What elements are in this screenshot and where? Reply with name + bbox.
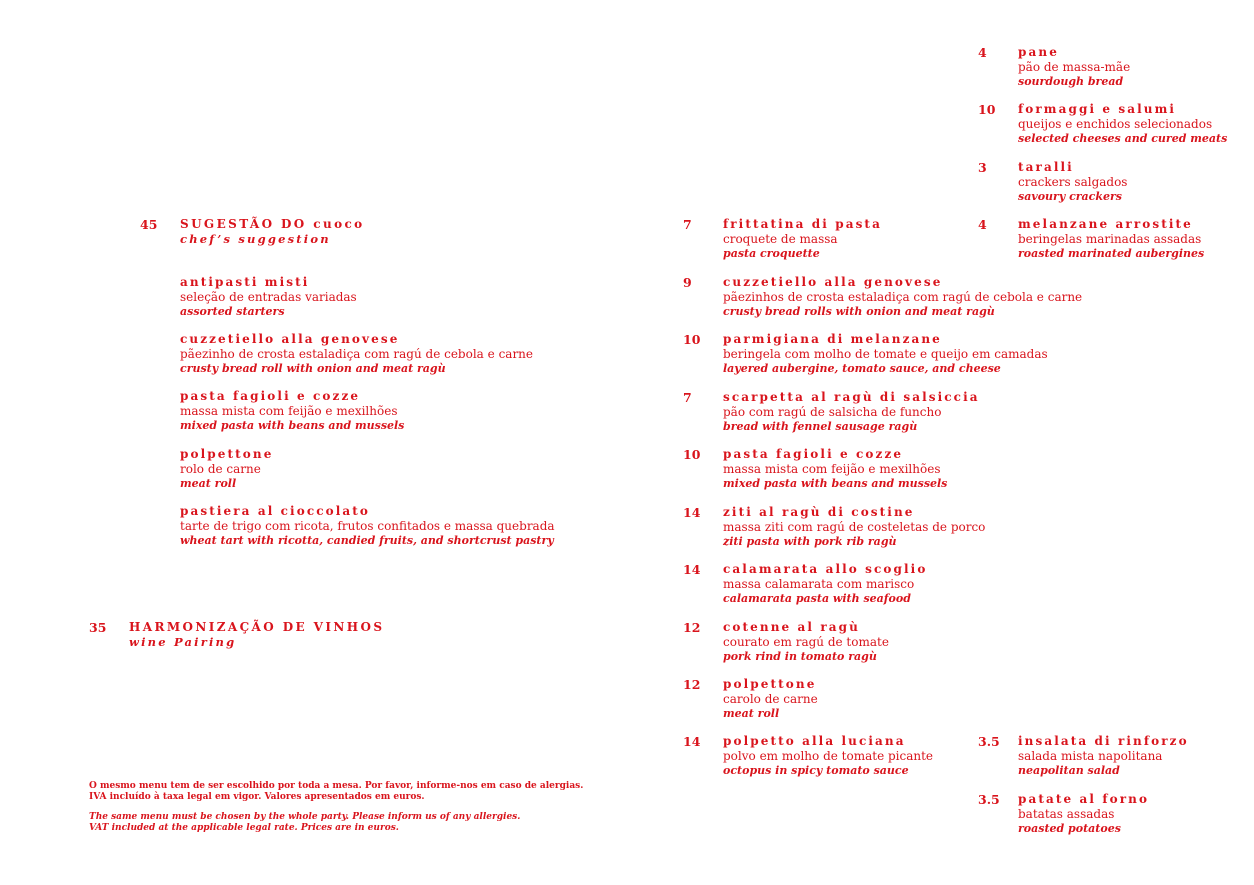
dish-description-pt: salada mista napolitana	[1018, 749, 1163, 763]
dish-description-en: ziti pasta with pork rib ragù	[723, 534, 897, 548]
notice-pt-line: O mesmo menu tem de ser escolhido por toda a mesa. Por favor, informe-nos em caso de alergias.	[89, 781, 584, 791]
menu-item-price: 10	[683, 447, 701, 462]
menu-item-price: 4	[978, 45, 987, 60]
wine-pairing-title: HARMONIZAÇÃO DE VINHOS	[129, 620, 385, 634]
chef-suggestion-subtitle: chef’s suggestion	[180, 232, 331, 246]
dish-name: parmigiana di melanzane	[723, 332, 942, 346]
dish-name: taralli	[1018, 160, 1074, 174]
dish-description-en: assorted starters	[180, 304, 285, 318]
wine-pairing-price: 35	[89, 620, 107, 635]
dish-name: melanzane arrostite	[1018, 217, 1193, 231]
dish-description-pt: batatas assadas	[1018, 807, 1115, 821]
dish-name: pastiera al cioccolato	[180, 504, 371, 518]
dish-name: cuzzetiello alla genovese	[723, 275, 943, 289]
menu-item-price: 3.5	[978, 792, 1000, 807]
dish-name: calamarata allo scoglio	[723, 562, 928, 576]
notice-en-line: VAT included at the applicable legal rate. Prices are in euros.	[89, 822, 399, 833]
menu-item-price: 7	[683, 390, 692, 405]
menu-notice	[89, 781, 583, 833]
wine-pairing-subtitle: wine Pairing	[129, 635, 237, 649]
menu-item-price: 3	[978, 160, 987, 175]
dish-description-pt: courato em ragú de tomate	[723, 635, 889, 649]
dish-description-pt: pão com ragú de salsicha de funcho	[723, 405, 942, 419]
menu-item-price: 10	[978, 102, 996, 117]
dish-description-pt: pãezinho de crosta estaladiça com ragú de cebola e carne	[180, 347, 534, 361]
dish-description-en: layered aubergine, tomato sauce, and cheese	[723, 361, 1001, 375]
dish-description-pt: massa mista com feijão e mexilhões	[180, 404, 398, 418]
chef-suggestion-price: 45	[140, 217, 158, 232]
dish-description-pt: beringela com molho de tomate e queijo em camadas	[723, 347, 1048, 361]
dish-description-pt: croquete de massa	[723, 232, 838, 246]
dish-description-en: neapolitan salad	[1018, 763, 1120, 777]
dish-description-pt: massa ziti com ragú de costeletas de porco	[723, 520, 986, 534]
menu-item-price: 7	[683, 217, 692, 232]
dish-description-pt: seleção de entradas variadas	[180, 290, 357, 304]
dish-description-pt: queijos e enchidos selecionados	[1018, 117, 1213, 131]
dish-name: patate al forno	[1018, 792, 1150, 806]
chef-suggestion-title: SUGESTÃO DO cuoco	[180, 217, 365, 231]
dish-name: cotenne al ragù	[723, 620, 860, 634]
dish-description-pt: polvo em molho de tomate picante	[723, 749, 934, 763]
dish-description-pt: crackers salgados	[1018, 175, 1128, 189]
dish-description-en: calamarata pasta with seafood	[723, 591, 911, 605]
dish-description-en: meat roll	[723, 706, 780, 720]
dish-description-en: roasted marinated aubergines	[1018, 246, 1205, 260]
menu-item-price: 14	[683, 562, 701, 577]
dish-description-en: savoury crackers	[1018, 189, 1122, 203]
dish-name: antipasti misti	[180, 275, 310, 289]
dish-description-pt: pão de massa-mãe	[1018, 60, 1131, 74]
notice-pt-line: IVA incluído à taxa legal em vigor. Valores apresentados em euros.	[89, 791, 425, 802]
dish-description-en: mixed pasta with beans and mussels	[180, 418, 405, 432]
dish-description-en: roasted potatoes	[1018, 821, 1121, 835]
dish-name: cuzzetiello alla genovese	[180, 332, 400, 346]
menu-item-price: 10	[683, 332, 701, 347]
dish-name: scarpetta al ragù di salsiccia	[723, 390, 980, 404]
dish-name: polpettone	[180, 447, 274, 461]
dish-description-en: selected cheeses and cured meats	[1018, 131, 1228, 145]
dish-description-pt: carolo de carne	[723, 692, 818, 706]
dish-name: pasta fagioli e cozze	[723, 447, 904, 461]
dish-name: ziti al ragù di costine	[723, 505, 915, 519]
dish-description-en: meat roll	[180, 476, 237, 490]
dish-description-pt: massa mista com feijão e mexilhões	[723, 462, 941, 476]
dish-description-en: sourdough bread	[1018, 74, 1124, 88]
dish-name: insalata di rinforzo	[1018, 734, 1189, 748]
menu-item-price: 12	[683, 677, 701, 692]
dish-description-pt: pãezinhos de crosta estaladiça com ragú de cebola e carne	[723, 290, 1083, 304]
dish-name: pane	[1018, 45, 1059, 59]
dish-name: formaggi e salumi	[1018, 102, 1177, 116]
dish-name: frittatina di pasta	[723, 217, 882, 231]
dish-description-en: mixed pasta with beans and mussels	[723, 476, 948, 490]
dish-description-en: pork rind in tomato ragù	[723, 649, 877, 663]
dish-description-en: crusty bread rolls with onion and meat ragù	[723, 304, 995, 318]
dish-name: polpetto alla luciana	[723, 734, 906, 748]
dish-name: polpettone	[723, 677, 817, 691]
menu-item-price: 4	[978, 217, 987, 232]
dish-description-en: wheat tart with ricotta, candied fruits, and shortcrust pastry	[180, 533, 554, 547]
dish-description-pt: tarte de trigo com ricota, frutos confitados e massa quebrada	[180, 519, 555, 533]
dish-description-en: crusty bread roll with onion and meat ragù	[180, 361, 446, 375]
dish-description-pt: rolo de carne	[180, 462, 261, 476]
dish-description-pt: beringelas marinadas assadas	[1018, 232, 1202, 246]
dish-description-en: octopus in spicy tomato sauce	[723, 763, 909, 777]
dish-name: pasta fagioli e cozze	[180, 389, 361, 403]
menu-item-price: 14	[683, 734, 701, 749]
dish-description-pt: massa calamarata com marisco	[723, 577, 915, 591]
menu-item-price: 12	[683, 620, 701, 635]
dish-description-en: pasta croquette	[723, 246, 820, 260]
menu-item-price: 9	[683, 275, 692, 290]
dish-description-en: bread with fennel sausage ragù	[723, 419, 918, 433]
menu-item-price: 3.5	[978, 734, 1000, 749]
menu-item-price: 14	[683, 505, 701, 520]
notice-en-line: The same menu must be chosen by the whole party. Please inform us of any allergies.	[89, 812, 521, 822]
